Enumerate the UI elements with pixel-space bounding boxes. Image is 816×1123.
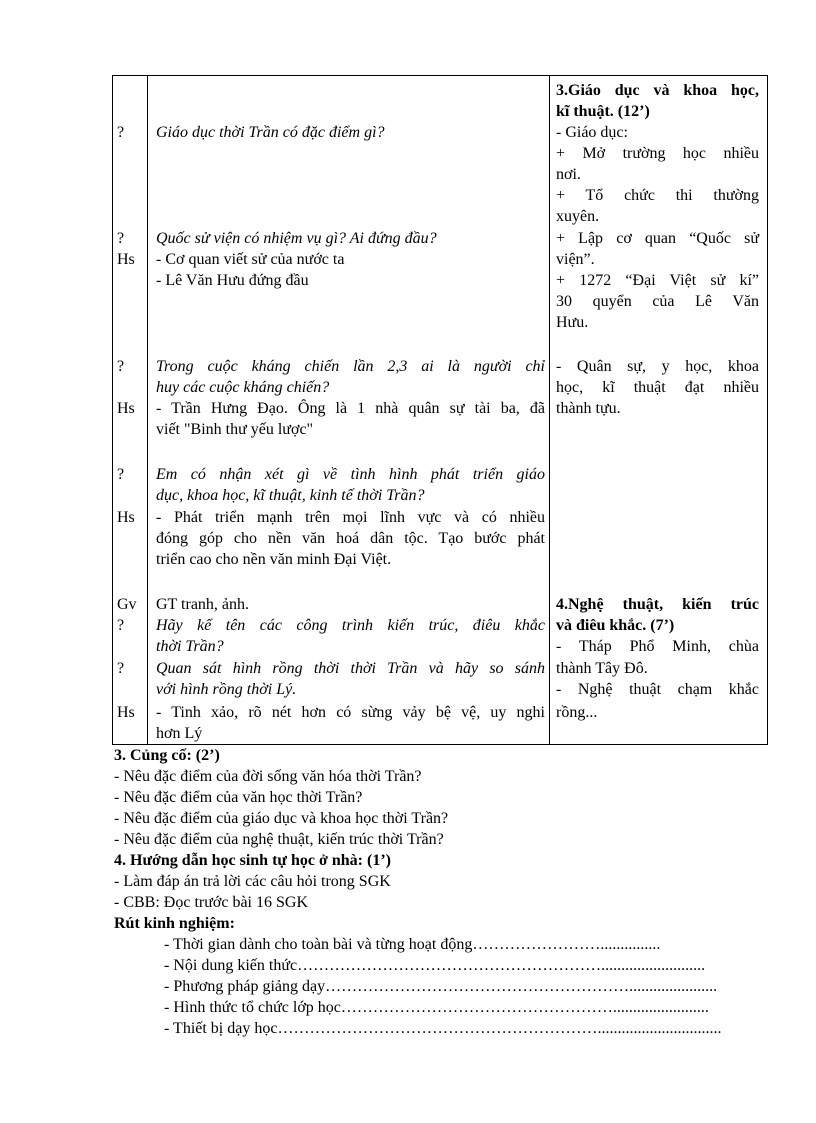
role-label: Gv xyxy=(117,596,137,613)
role-label: ? xyxy=(117,124,125,141)
list-item: - Nêu đặc điểm của nghệ thuật, kiến trúc thời Trần? xyxy=(114,831,444,848)
section-heading-art-cont xyxy=(556,615,674,636)
lesson-page xyxy=(112,75,768,1037)
list-item: - Thời gian dành cho toàn bài và từng hoạt động……………………............... xyxy=(164,936,661,953)
experience-heading: Rút kinh nghiệm: xyxy=(114,915,235,932)
answer-line: đóng góp cho nền văn hoá dân tộc. Tạo bước phát xyxy=(156,530,545,547)
content-line: học, kĩ thuật đạt nhiều xyxy=(556,379,759,396)
content-line: rồng... xyxy=(556,704,598,721)
content-line: + Lập cơ quan “Quốc sử xyxy=(556,230,759,247)
role-label: Hs xyxy=(117,704,135,721)
activity-column xyxy=(148,76,550,745)
list-item: - Làm đáp án trả lời các câu hỏi trong SGK xyxy=(114,873,391,890)
content-line: thành Tây Đô. xyxy=(556,660,648,677)
role-label: Hs xyxy=(117,509,135,526)
section-heading-art: 4.Nghệ thuật, kiến trúc xyxy=(556,596,759,613)
content-line: nơi. xyxy=(556,166,581,183)
content-line: + Tổ chức thi thường xyxy=(556,187,759,204)
answer-line: - Tinh xảo, rõ nét hơn có sừng vảy bệ vệ, uy nghi xyxy=(156,704,545,721)
teacher-note: GT tranh, ảnh. xyxy=(156,596,250,613)
question-assessment-cont: dục, khoa học, kĩ thuật, kinh tế thời Trần? xyxy=(156,487,425,504)
lesson-table xyxy=(112,75,768,745)
answer-line: - Lê Văn Hưu đứng đầu xyxy=(156,272,309,289)
question-history-institute: Quốc sử viện có nhiệm vụ gì? Ai đứng đầu? xyxy=(156,230,437,247)
question-resistance-cont: huy các cuộc kháng chiến? xyxy=(156,379,330,396)
homework-heading: 4. Hướng dẫn học sinh tự học ở nhà: (1’) xyxy=(114,852,391,869)
role-label: ? xyxy=(117,466,125,483)
content-line: - Nghệ thuật chạm khắc xyxy=(556,681,759,698)
section-heading-education: 3.Giáo dục và khoa học, xyxy=(556,82,759,99)
role-label: ? xyxy=(117,617,125,634)
list-item: - Nêu đặc điểm của văn học thời Trần? xyxy=(114,789,363,806)
answer-line: hơn Lý xyxy=(156,725,203,742)
question-assessment: Em có nhận xét gì về tình hình phát triển giáo xyxy=(156,466,545,483)
role-label: Hs xyxy=(117,251,135,268)
content-line: xuyên. xyxy=(556,208,600,225)
answer-line: viết "Binh thư yếu lược" xyxy=(156,421,314,438)
answer-line: - Cơ quan viết sử của nước ta xyxy=(156,251,345,268)
content-line: + 1272 “Đại Việt sử kí” xyxy=(556,272,759,289)
role-label: Hs xyxy=(117,400,135,417)
heading-text: kĩ thuật. xyxy=(556,103,614,120)
section-heading-education-cont xyxy=(556,101,650,122)
content-cell xyxy=(550,76,767,744)
list-item: - CBB: Đọc trước bài 16 SGK xyxy=(114,894,309,911)
content-line: - Tháp Phổ Minh, chùa xyxy=(556,638,759,655)
list-item: - Phương pháp giảng dạy…………………………………………………...................... xyxy=(164,978,718,995)
question-architecture-cont: thời Trần? xyxy=(156,638,224,655)
list-item: - Hình thức tổ chức lớp học……………………………………………........................ xyxy=(164,999,709,1016)
role-column xyxy=(113,76,148,745)
heading-time: (7’) xyxy=(646,617,675,634)
heading-text: 3. Củng cố: xyxy=(114,747,192,764)
content-line: viện”. xyxy=(556,251,595,268)
activity-cell xyxy=(148,76,549,744)
content-line: Hưu. xyxy=(556,314,589,331)
role-label: ? xyxy=(117,660,125,677)
content-line: + Mở trường học nhiều xyxy=(556,145,759,162)
answer-line: triển cao cho nền văn minh Đại Việt. xyxy=(156,551,392,568)
content-line: 30 quyển của Lê Văn xyxy=(556,293,759,310)
role-cell xyxy=(113,76,147,744)
heading-time: (2’) xyxy=(191,747,220,764)
list-item: - Nội dung kiến thức………………………………………………….......................... xyxy=(164,957,706,974)
role-label: ? xyxy=(117,230,125,247)
content-line: thành tựu. xyxy=(556,400,621,417)
role-label: ? xyxy=(117,358,125,375)
content-line: - Quân sự, y học, khoa xyxy=(556,358,759,375)
heading-time: (12’) xyxy=(613,103,650,120)
list-item: - Thiết bị dạy học……………………………………………………............................... xyxy=(164,1020,722,1037)
content-line: - Giáo dục: xyxy=(556,124,628,141)
content-column xyxy=(550,76,768,745)
list-item: - Nêu đặc điểm của đời sống văn hóa thời Trần? xyxy=(114,768,422,785)
heading-text: và điêu khắc. xyxy=(556,617,647,634)
question-resistance: Trong cuộc kháng chiến lần 2,3 ai là người chỉ xyxy=(156,358,545,375)
question-dragon: Quan sát hình rồng thời thời Trần và hãy so sánh xyxy=(156,660,545,677)
list-item: - Nêu đặc điểm của giáo dục và khoa học thời Trần? xyxy=(114,810,449,827)
answer-line: - Phát triển mạnh trên mọi lĩnh vực và có nhiều xyxy=(156,509,545,526)
question-dragon-cont: với hình rồng thời Lý. xyxy=(156,681,297,698)
answer-line: - Trần Hưng Đạo. Ông là 1 nhà quân sự tài ba, đã xyxy=(156,400,545,417)
question-education: Giáo dục thời Trần có đặc điểm gì? xyxy=(156,124,385,141)
consolidate-heading xyxy=(114,745,220,766)
question-architecture: Hãy kể tên các công trình kiến trúc, điêu khắc xyxy=(156,617,545,634)
